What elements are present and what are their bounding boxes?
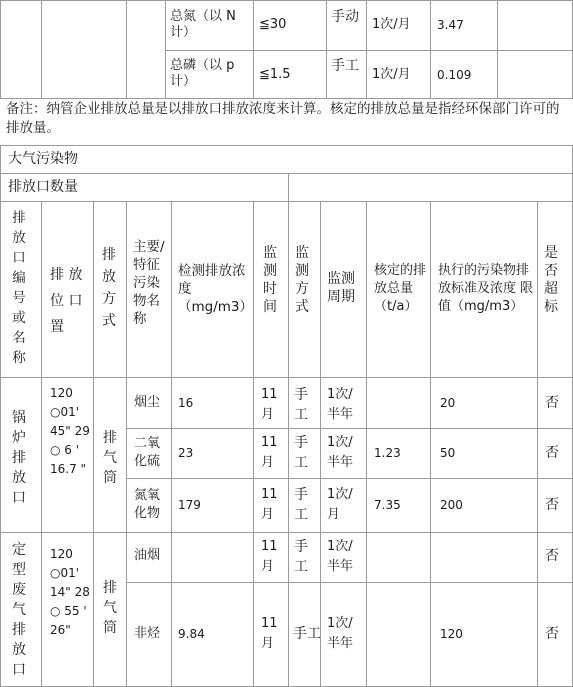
group-outlet-position: 120 ○01' 45" 29 ○ 6 ' 16.7 " (50, 386, 90, 476)
header-monitor-cycle: 监测周期 (327, 271, 355, 305)
water-limit-1: ≦30 (259, 17, 287, 32)
row-exceed: 否 (545, 445, 559, 461)
water-pollutant-1: 总氮（以 N 计） (170, 9, 236, 40)
row-monitor-cycle: 1次/半年 (327, 435, 354, 470)
row-pollutant: 油烟 (134, 548, 161, 563)
row-pollutant: 氮氧化物 (134, 488, 161, 521)
row-monitor-cycle: 1次/月 (327, 487, 353, 522)
row-monitor-cycle: 1次/半年 (327, 387, 354, 422)
row-concentration: 23 (178, 446, 194, 460)
group-outlet-name: 定型废气排放口 (12, 542, 26, 678)
water-cycle-1: 1次/月 (372, 17, 411, 32)
row-monitor-cycle: 1次/半年 (327, 539, 354, 574)
row-pollutant: 非烃 (134, 626, 161, 641)
row-pollutant: 烟尘 (134, 395, 161, 410)
row-exceed: 否 (545, 395, 559, 411)
group-outlet-position: 120 ○01' 14" 28 ○ 55 ' 26" (50, 547, 90, 637)
header-exceed: 是否超标 (544, 245, 558, 315)
row-monitor-time: 11月 (261, 539, 278, 574)
header-pollutant: 主要/特征污染物名称 (133, 239, 165, 327)
row-monitor-cycle: 1次/半年 (327, 616, 354, 651)
water-method-2: 手工 (331, 58, 359, 74)
water-value-1: 3.47 (437, 18, 464, 32)
row-standard: 120 (440, 627, 463, 641)
row-monitor-time: 11月 (261, 616, 278, 651)
water-method-1: 手动 (331, 9, 359, 25)
header-approved-total: 核定的排放总量（t/a） (374, 263, 427, 314)
remark-note: 备注：纳管企业排放总量是以排放口排放浓度来计算。核定的排放总量是指经环保部门许可的排放量。 (6, 101, 560, 136)
header-discharge-mode: 排放方式 (102, 247, 116, 329)
header-concentration: 检测排放浓 度（mg/m3） (178, 263, 254, 315)
row-monitor-method: 手工 (294, 387, 308, 423)
row-standard: 20 (440, 396, 456, 410)
group-discharge-mode: 排气筒 (103, 580, 117, 636)
row-approved-total: 7.35 (374, 498, 401, 512)
section-title: 大气污染物 (8, 151, 78, 167)
group-outlet-name: 锅炉排放口 (12, 410, 26, 506)
water-pollutant-2: 总磷（以 p 计） (170, 58, 235, 89)
row-concentration: 16 (178, 396, 194, 410)
row-concentration: 179 (178, 498, 201, 512)
header-outlet-position: 排 放位 口置 (50, 267, 83, 335)
row-exceed: 否 (545, 548, 559, 564)
water-limit-2: ≦1.5 (259, 67, 291, 82)
row-standard: 50 (440, 446, 456, 460)
row-concentration: 9.84 (178, 627, 205, 641)
header-outlet-name: 排放口编号或名称 (12, 210, 26, 366)
row-monitor-time: 11月 (261, 487, 278, 522)
water-cycle-2: 1次/月 (372, 67, 411, 82)
row-approved-total: 1.23 (374, 446, 401, 460)
header-standard: 执行的污染物排放标准及浓度 限 值（mg/m3） (438, 263, 534, 314)
row-pollutant: 二氧化硫 (134, 436, 161, 469)
header-monitor-method: 监测方式 (295, 245, 309, 315)
group-discharge-mode: 排气筒 (103, 430, 117, 486)
row-monitor-time: 11月 (261, 435, 278, 470)
row-exceed: 否 (545, 626, 559, 642)
header-monitor-time: 监测时间 (263, 245, 277, 315)
row-exceed: 否 (545, 497, 559, 513)
row-standard: 200 (440, 498, 463, 512)
row-monitor-method: 手工 (294, 435, 308, 471)
water-value-2: 0.109 (437, 68, 472, 82)
row-monitor-method: 手工 (294, 539, 308, 575)
row-monitor-method: 手工 (294, 487, 308, 523)
row-monitor-method: 手工 (293, 626, 321, 642)
outlet-count-label: 排放口数量 (8, 179, 78, 195)
row-monitor-time: 11月 (261, 387, 278, 422)
